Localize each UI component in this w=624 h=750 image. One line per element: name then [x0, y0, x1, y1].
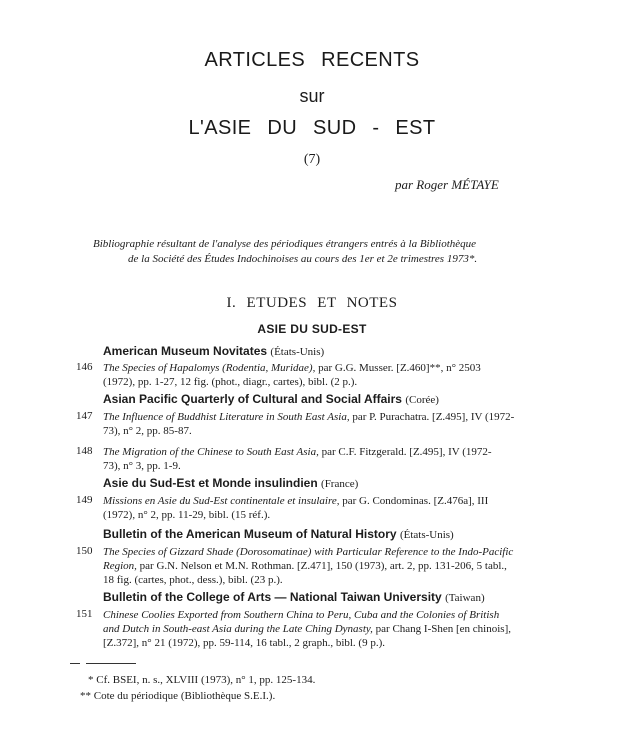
- entry-details: par Chang I-Shen [en chinois],: [372, 623, 511, 635]
- journal-country: (États-Unis): [270, 346, 325, 358]
- section-title: I. ETUDES ET NOTES: [226, 295, 398, 311]
- entry-line: [103, 608, 499, 622]
- intro-line-1: Bibliographie résultant de l'analyse des périodiques étrangers entrés à la Bibliothèque: [93, 238, 477, 250]
- entry-line: [103, 361, 481, 375]
- entry-title: The Species of Gizzard Shade (Dorosomatinae) with Particular Reference to the Indo-Pacific: [103, 546, 514, 558]
- author-prefix: par Roger: [395, 177, 449, 192]
- author-name: MÉTAYE: [451, 177, 499, 192]
- journal-title: [103, 392, 439, 406]
- journal-country: (France): [321, 478, 359, 490]
- title-articles-recents: ARTICLES RECENTS: [204, 49, 420, 71]
- entry-number: 151: [76, 608, 93, 620]
- journal-name: Bulletin of the American Museum of Natural History: [103, 527, 397, 541]
- journal-title: [103, 527, 454, 541]
- journal-country: (Corée): [405, 394, 439, 406]
- region-heading: ASIE DU SUD-EST: [257, 322, 367, 336]
- author-line: [395, 177, 499, 193]
- footnote-2: ** Cote du périodique (Bibliothèque S.E.I.).: [80, 690, 276, 702]
- title-asie-du-sud-est: L'ASIE DU SUD - EST: [188, 117, 436, 139]
- entry-number: 148: [76, 445, 93, 457]
- journal-title: [103, 344, 324, 358]
- entry-title: Missions en Asie du Sud-Est continentale et insulaire,: [103, 495, 340, 507]
- entry-number: 149: [76, 494, 93, 506]
- entry-line: 18 fig. (cartes, phot., dess.), bibl. (23 p.).: [103, 574, 283, 586]
- entry-line: [103, 622, 511, 636]
- entry-details: par C.F. Fitzgerald. [Z.495], IV (1972-: [318, 446, 492, 458]
- journal-name: Asie du Sud-Est et Monde insulindien: [103, 476, 318, 490]
- entry-title: The Species of Hapalomys (Rodentia, Muridae),: [103, 362, 316, 374]
- journal-title: [103, 476, 358, 490]
- entry-details: par G.N. Nelson et M.N. Rothman. [Z.471], 150 (1973), art. 2, pp. 131-206, 5 tabl.,: [136, 560, 507, 572]
- issue-number: (7): [303, 152, 321, 167]
- journal-name: American Museum Novitates: [103, 344, 268, 358]
- entry-title: The Migration of the Chinese to South East Asia,: [103, 446, 319, 458]
- entry-line: 73), n° 3, pp. 1-9.: [103, 460, 181, 472]
- entry-line: [103, 545, 513, 559]
- entry-line: [103, 445, 492, 459]
- entry-title: The Influence of Buddhist Literature in South East Asia,: [103, 411, 350, 423]
- entry-number: 147: [76, 410, 93, 422]
- intro-line-2: de la Société des Études Indochinoises au cours des 1er et 2e trimestres 1973*.: [128, 253, 478, 265]
- entry-line: [103, 559, 507, 573]
- journal-title: [103, 590, 485, 604]
- entry-details: par G.G. Musser. [Z.460]**, n° 2503: [315, 362, 481, 374]
- entry-details: par P. Purachatra. [Z.495], IV (1972-: [349, 411, 515, 423]
- entry-title-cont: and Dutch in South-east Asia during the Late Ching Dynasty,: [103, 623, 373, 635]
- footnote-rule-dash: [70, 663, 80, 664]
- footnote-1: * Cf. BSEI, n. s., XLVIII (1973), n° 1, pp. 125-134.: [88, 674, 316, 686]
- entry-title: Chinese Coolies Exported from Southern China to Peru, Cuba and the Colonies of British: [103, 609, 500, 621]
- entry-line: (1972), n° 2, pp. 11-29, bibl. (15 réf.).: [103, 509, 271, 521]
- entry-line: [103, 494, 488, 508]
- entry-details: par G. Condominas. [Z.476a], III: [339, 495, 489, 507]
- journal-name: Bulletin of the College of Arts — National Taiwan University: [103, 590, 442, 604]
- journal-country: (États-Unis): [399, 529, 454, 541]
- title-sur: sur: [299, 86, 325, 106]
- entry-number: 146: [76, 361, 93, 373]
- entry-line: (1972), pp. 1-27, 12 fig. (phot., diagr., cartes), bibl. (2 p.).: [103, 376, 358, 388]
- entry-line: [103, 410, 514, 424]
- entry-title-cont: Region,: [103, 560, 137, 572]
- entry-line: 73), n° 2, pp. 85-87.: [103, 425, 192, 437]
- journal-name: Asian Pacific Quarterly of Cultural and Social Affairs: [103, 392, 402, 406]
- journal-country: (Taiwan): [445, 592, 485, 604]
- entry-number: 150: [76, 545, 93, 557]
- entry-line: [Z.372], n° 21 (1972), pp. 59-114, 16 tabl., 2 graph., bibl. (9 p.).: [103, 637, 386, 649]
- footnote-rule: [86, 663, 136, 664]
